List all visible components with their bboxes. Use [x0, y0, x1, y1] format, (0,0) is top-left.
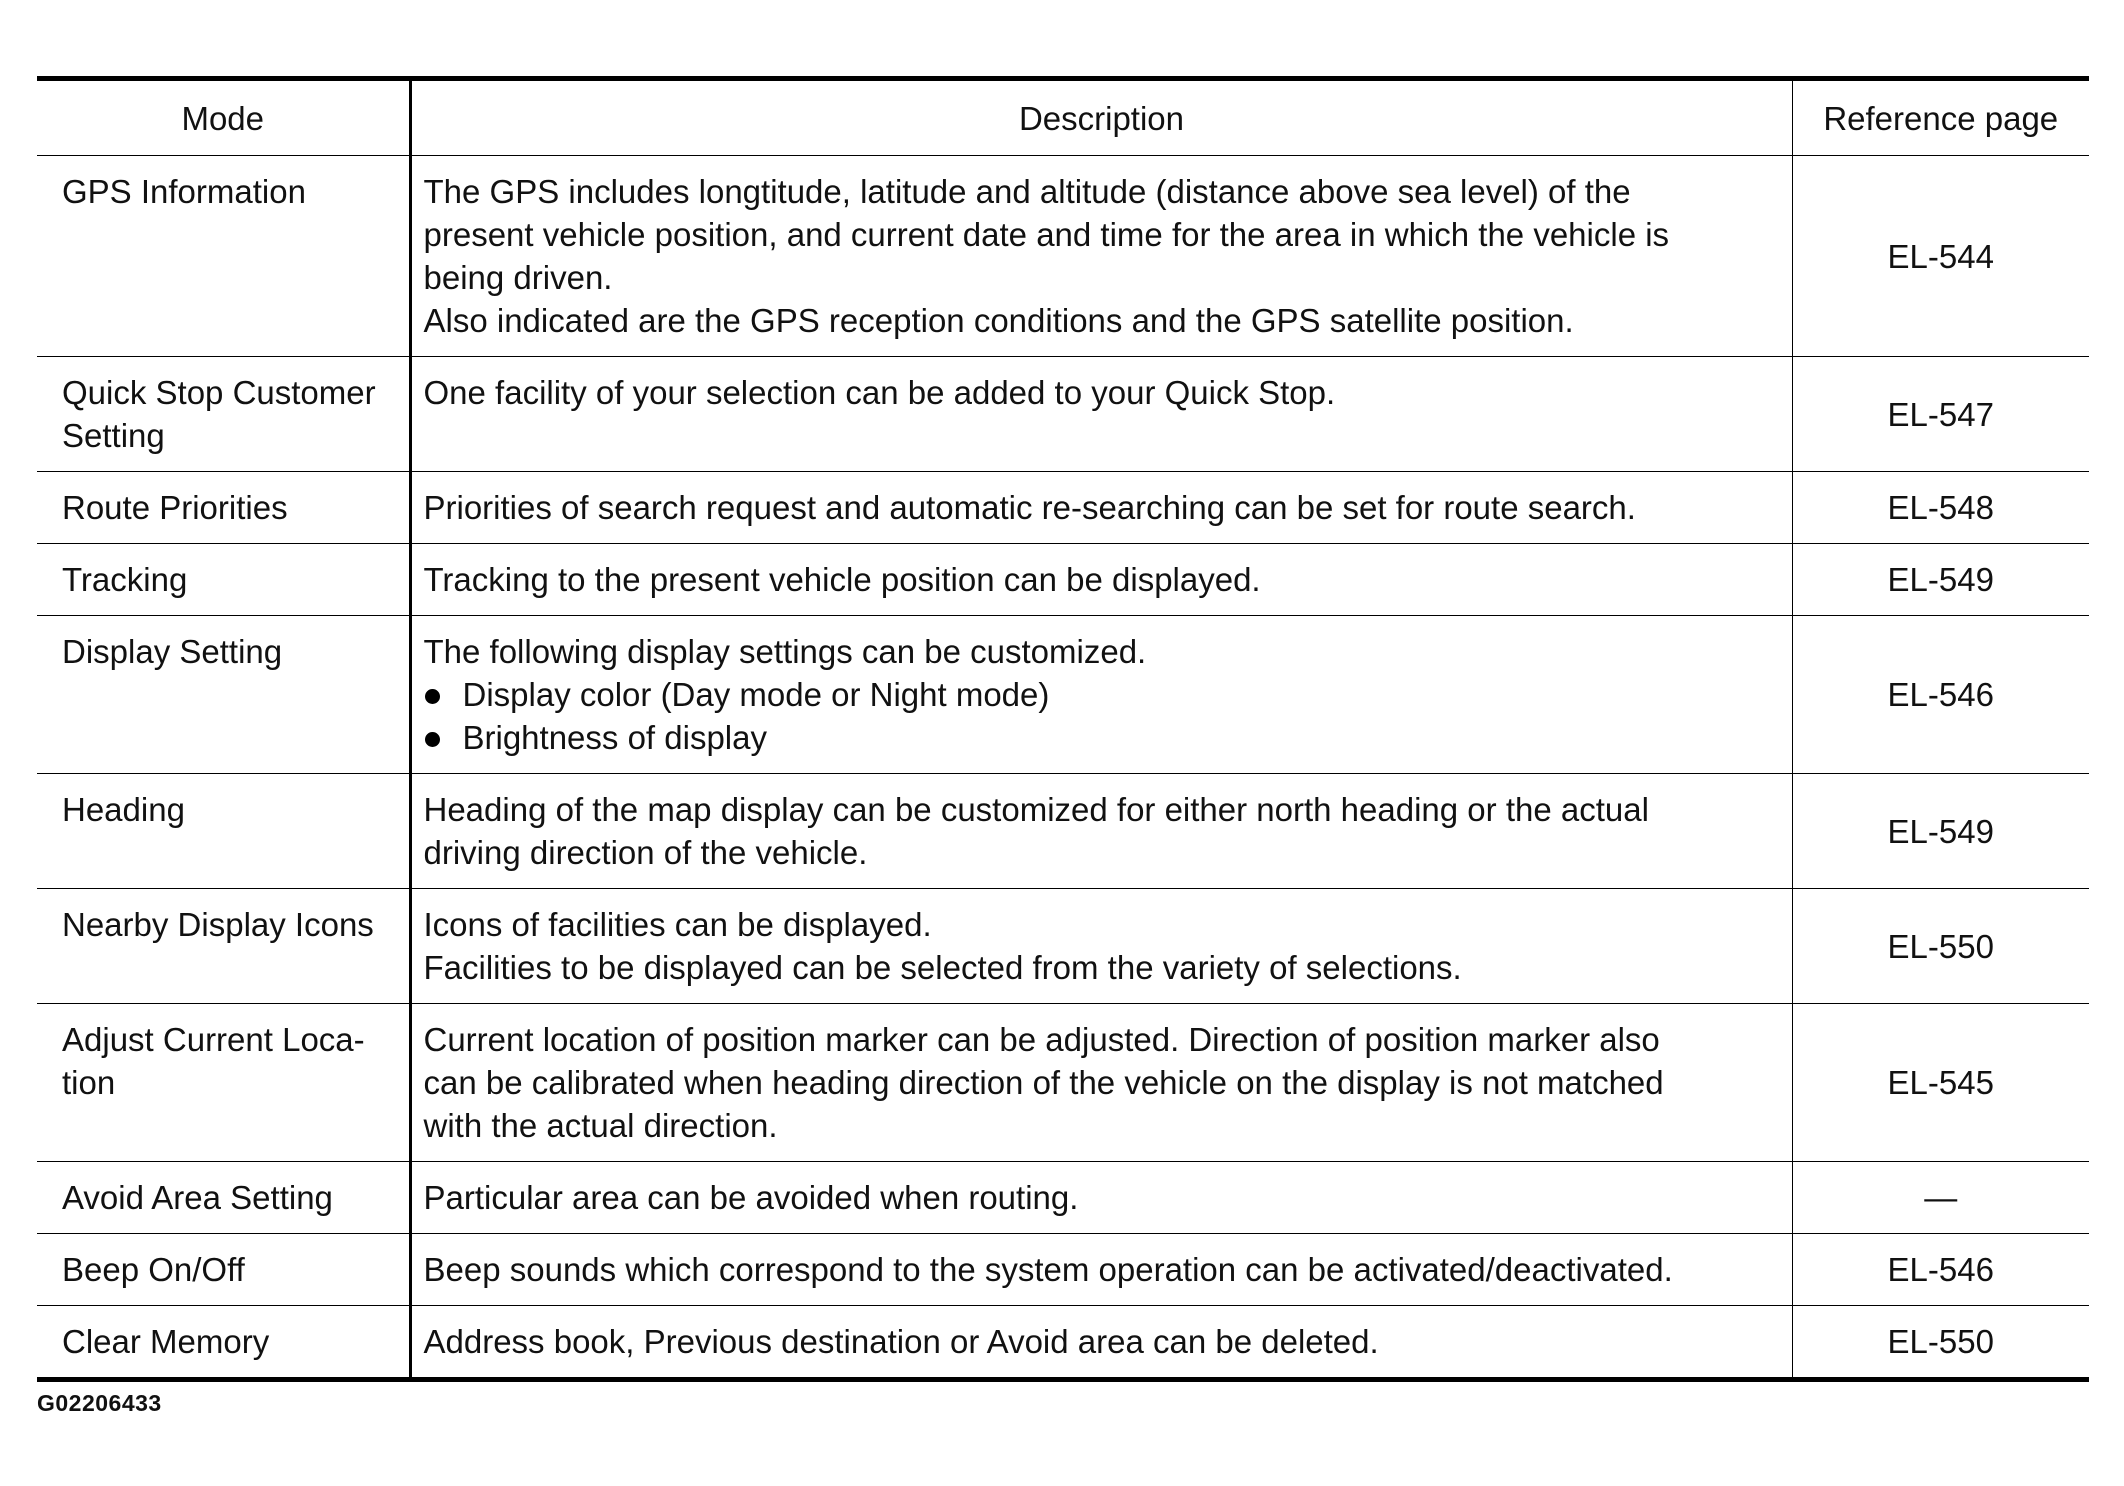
reference-page-cell: EL-550 [1792, 889, 2089, 1004]
mode-text: Adjust Current Loca- [62, 1021, 365, 1058]
table-body [37, 156, 2089, 1380]
bullet-item [424, 716, 1780, 759]
description-text: can be calibrated when heading direction of the vehicle on the display is not matched [423, 1064, 1664, 1101]
header-reference-page: Reference page [1792, 79, 2089, 156]
description-cell [410, 1306, 1792, 1380]
figure-id: G02206433 [37, 1390, 162, 1416]
table-row [37, 774, 2089, 889]
description-text: The following display settings can be customized. [423, 633, 1147, 670]
reference-page-cell: EL-546 [1792, 616, 2089, 774]
mode-cell [37, 472, 410, 544]
table-row [37, 1162, 2089, 1234]
reference-page-cell: EL-548 [1792, 472, 2089, 544]
mode-cell [37, 1162, 410, 1234]
mode-cell [37, 889, 410, 1004]
description-text: Current location of position marker can be adjusted. Direction of position marker also [423, 1021, 1660, 1058]
mode-text: Quick Stop Customer [62, 374, 376, 411]
description-cell [410, 357, 1792, 472]
mode-text: tion [62, 1064, 116, 1101]
mode-text: Beep On/Off [62, 1251, 245, 1288]
reference-page-cell: EL-546 [1792, 1234, 2089, 1306]
description-text: Address book, Previous destination or Avoid area can be deleted. [423, 1323, 1379, 1360]
reference-page-cell: EL-544 [1792, 156, 2089, 357]
table-row [37, 472, 2089, 544]
mode-cell [37, 774, 410, 889]
description-cell [410, 774, 1792, 889]
header-description: Description [410, 79, 1792, 156]
description-text: Facilities to be displayed can be selected from the variety of selections. [423, 949, 1462, 986]
description-text: One facility of your selection can be added to your Quick Stop. [423, 374, 1336, 411]
bullet-icon [425, 689, 440, 704]
description-cell [410, 616, 1792, 774]
description-text: driving direction of the vehicle. [423, 834, 868, 871]
reference-page-cell: EL-550 [1887, 1323, 1994, 1360]
reference-page-cell: EL-549 [1792, 544, 2089, 616]
description-cell [410, 1234, 1792, 1306]
table-row [37, 357, 2089, 472]
mode-cell [37, 357, 410, 472]
reference-page-cell: — [1792, 1162, 2089, 1234]
description-text: present vehicle position, and current date and time for the area in which the vehicle is [423, 216, 1670, 253]
mode-cell [37, 1234, 410, 1306]
description-text: Priorities of search request and automatic re-searching can be set for route search. [423, 489, 1636, 526]
mode-text: Avoid Area Setting [62, 1179, 333, 1216]
mode-text: Display Setting [62, 633, 283, 670]
description-text: with the actual direction. [423, 1107, 778, 1144]
bullet-item [424, 673, 1780, 716]
reference-page-cell: EL-547 [1792, 357, 2089, 472]
table-row [37, 1004, 2089, 1162]
mode-text: Clear Memory [62, 1323, 270, 1360]
mode-text: GPS Information [62, 173, 306, 210]
mode-cell [37, 1004, 410, 1162]
mode-cell [37, 544, 410, 616]
description-text: being driven. [423, 259, 613, 296]
table-row [37, 1306, 2089, 1380]
table-row [37, 1234, 2089, 1306]
bullet-icon [425, 732, 440, 747]
reference-page-cell: EL-549 [1792, 774, 2089, 889]
table-header-row [37, 79, 2089, 156]
description-text: Particular area can be avoided when routing. [423, 1179, 1079, 1216]
mode-text: Nearby Display Icons [62, 906, 374, 943]
description-text: The GPS includes longtitude, latitude and altitude (distance above sea level) of the [423, 173, 1631, 210]
mode-cell [37, 1306, 410, 1380]
description-text: Heading of the map display can be customized for either north heading or the actual [423, 791, 1649, 828]
table-row [37, 544, 2089, 616]
table-row [37, 156, 2089, 357]
mode-text: Setting [62, 417, 165, 454]
mode-text: Tracking [62, 561, 188, 598]
description-text: Tracking to the present vehicle position can be displayed. [423, 561, 1261, 598]
description-cell [410, 472, 1792, 544]
description-cell [410, 889, 1792, 1004]
description-cell [410, 1162, 1792, 1234]
mode-cell [37, 616, 410, 774]
mode-text: Route Priorities [62, 489, 288, 526]
description-cell [410, 1004, 1792, 1162]
description-text: Also indicated are the GPS reception conditions and the GPS satellite position. [423, 302, 1574, 339]
table-row [37, 889, 2089, 1004]
description-text: Beep sounds which correspond to the system operation can be activated/deactivated. [423, 1251, 1673, 1288]
bullet-text: Brightness of display [462, 719, 767, 756]
description-text: Icons of facilities can be displayed. [423, 906, 932, 943]
table-row [37, 616, 2089, 774]
reference-page-cell: EL-545 [1792, 1004, 2089, 1162]
mode-cell [37, 156, 410, 357]
header-mode: Mode [37, 79, 410, 156]
mode-reference-table [37, 76, 2089, 1382]
mode-text: Heading [62, 791, 185, 828]
description-cell [410, 544, 1792, 616]
description-cell [410, 156, 1792, 357]
bullet-text: Display color (Day mode or Night mode) [462, 676, 1050, 713]
